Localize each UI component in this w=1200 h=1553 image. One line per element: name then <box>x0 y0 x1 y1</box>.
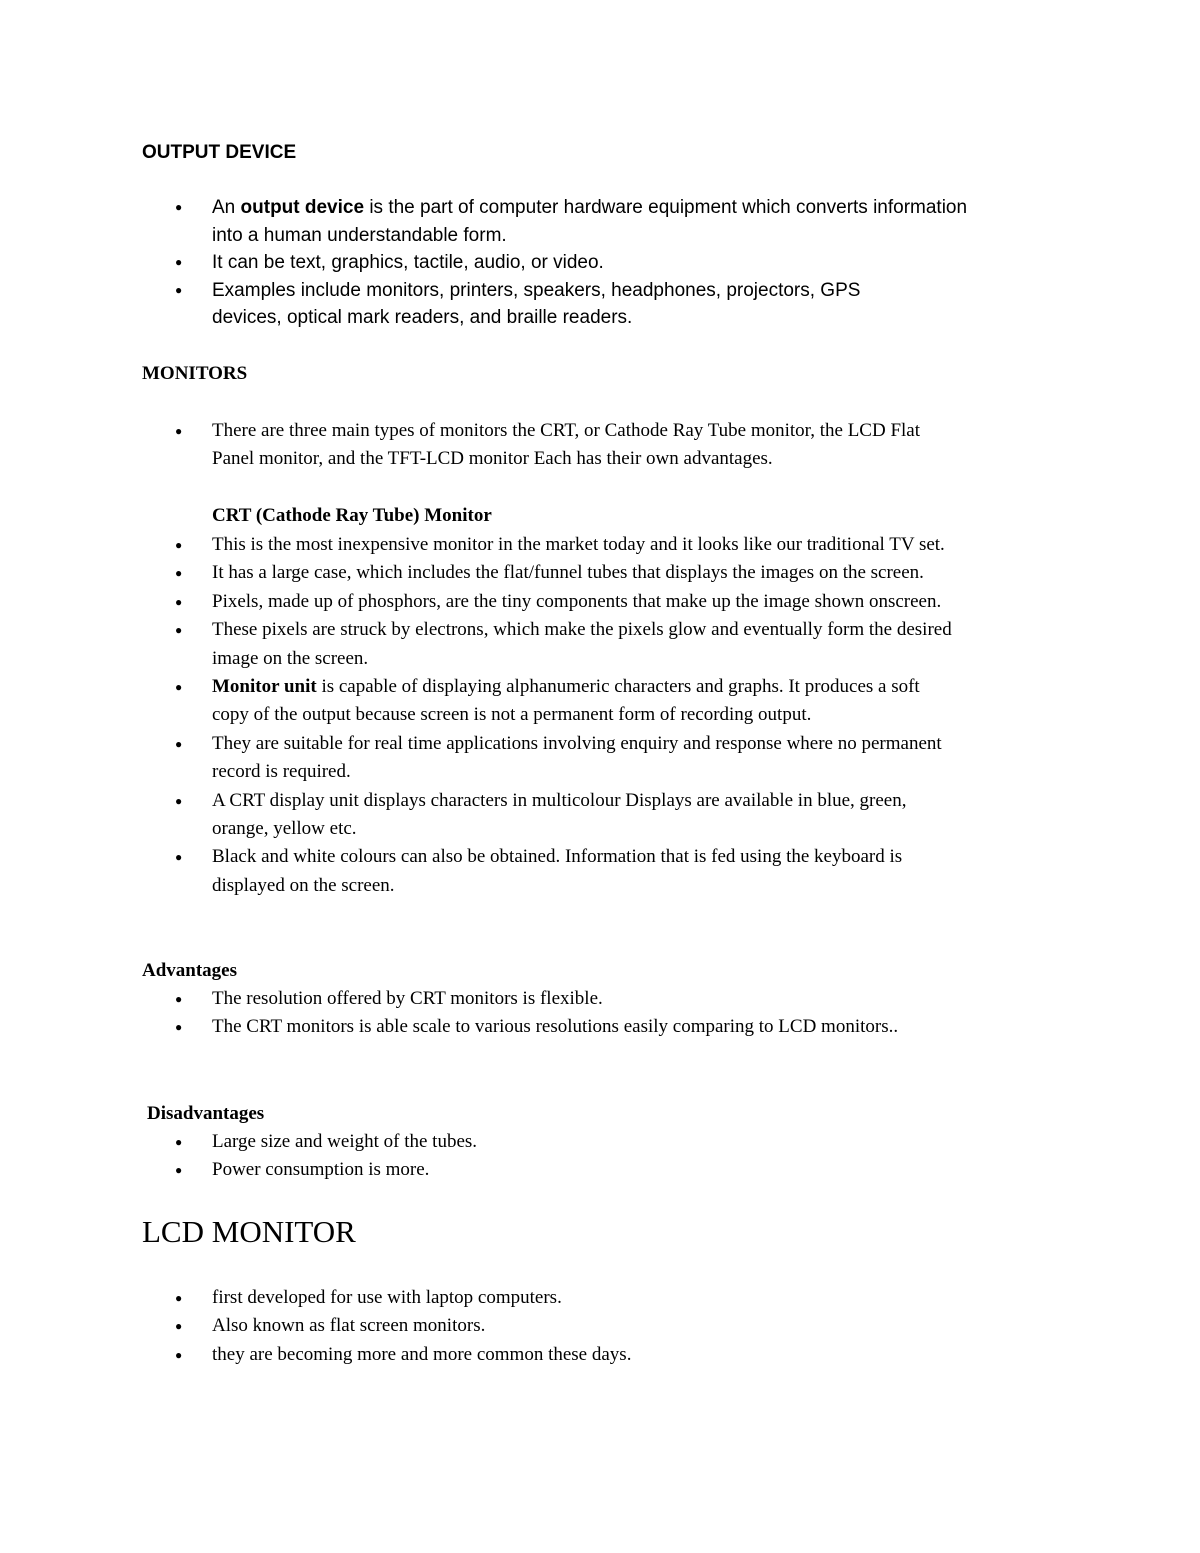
list-item: ● An output device is the part of computer hardware equipment which converts information into a human understandable form. <box>0 194 1062 249</box>
bullet-icon: ● <box>175 1135 183 1149</box>
advantages-list <box>0 985 1200 1042</box>
bullet-icon: ● <box>175 424 183 438</box>
list-item: ● The CRT monitors is able scale to various resolutions easily comparing to LCD monitors.. <box>0 1013 1062 1041</box>
list-item: ● Power consumption is more. <box>0 1156 1062 1184</box>
list-item: ● The resolution offered by CRT monitors is flexible. <box>0 985 1062 1013</box>
bold-term: output device <box>240 197 365 218</box>
bullet-icon: ● <box>175 1347 183 1362</box>
list-item: ● It has a large case, which includes the flat/funnel tubes that displays the images on the screen. <box>0 559 1062 587</box>
list-item: ● first developed for use with laptop computers. <box>0 1284 1062 1312</box>
heading-advantages: Advantages <box>142 960 238 981</box>
bullet-icon: ● <box>175 1020 183 1035</box>
bold-term: Monitor unit <box>212 676 317 698</box>
disadvantages-list <box>0 1128 1200 1185</box>
list-item: ● Also known as flat screen monitors. <box>0 1312 1062 1340</box>
bullet-icon: ● <box>175 1163 183 1178</box>
bullet-icon: ● <box>175 1319 183 1334</box>
monitors-list <box>0 417 1200 474</box>
list-item: ● they are becoming more and more common these days. <box>0 1341 1062 1369</box>
heading-crt-monitor: CRT (Cathode Ray Tube) Monitor <box>212 505 492 526</box>
list-item: ● These pixels are struck by electrons, which make the pixels glow and eventually form the desired image on the screen. <box>0 616 1062 673</box>
bullet-icon: ● <box>175 1291 183 1305</box>
list-item: ● This is the most inexpensive monitor in the market today and it looks like our traditional TV set. <box>0 531 1062 559</box>
crt-list <box>0 531 1200 900</box>
list-item: ● They are suitable for real time applications involving enquiry and response where no permanent record is required. <box>0 730 1062 787</box>
list-item: ● Large size and weight of the tubes. <box>0 1128 1062 1156</box>
bullet-icon: ● <box>175 282 183 297</box>
bullet-icon: ● <box>175 793 183 808</box>
list-item: ● A CRT display unit displays characters in multicolour Displays are available in blue, green, orange, yellow etc. <box>0 787 1062 844</box>
bullet-icon: ● <box>175 680 183 695</box>
bullet-icon: ● <box>175 736 183 751</box>
heading-disadvantages: Disadvantages <box>147 1103 265 1124</box>
bullet-icon: ● <box>175 566 183 581</box>
list-item: ● Black and white colours can also be obtained. Information that is fed using the keyboard is displayed on the screen. <box>0 843 1062 900</box>
bullet-icon: ● <box>175 200 183 214</box>
list-item: ● Examples include monitors, printers, speakers, headphones, projectors, GPS devices, optical mark readers, and braille readers. <box>0 277 1062 332</box>
bullet-icon: ● <box>175 255 183 269</box>
bullet-icon: ● <box>175 850 183 865</box>
bullet-icon: ● <box>175 538 183 552</box>
heading-monitors: MONITORS <box>142 363 248 384</box>
bullet-icon: ● <box>175 992 183 1006</box>
heading-lcd-monitor: LCD MONITOR <box>142 1214 356 1249</box>
lcd-list <box>0 1284 1200 1369</box>
list-item: ● It can be text, graphics, tactile, audio, or video. <box>0 249 1062 277</box>
bullet-icon: ● <box>175 594 183 609</box>
list-item: ● Monitor unit is capable of displaying alphanumeric characters and graphs. It produces a soft copy of the output because screen is not a permanent form of recording output. <box>0 673 1062 730</box>
bullet-icon: ● <box>175 623 183 638</box>
heading-output-device: OUTPUT DEVICE <box>142 142 297 163</box>
output-device-list <box>0 194 1200 332</box>
list-item: ● Pixels, made up of phosphors, are the tiny components that make up the image shown onscreen. <box>0 588 1062 616</box>
list-item: ● There are three main types of monitors the CRT, or Cathode Ray Tube monitor, the LCD Flat Panel monitor, and the TFT-LCD monitor Each has their own advantages. <box>0 417 1062 474</box>
